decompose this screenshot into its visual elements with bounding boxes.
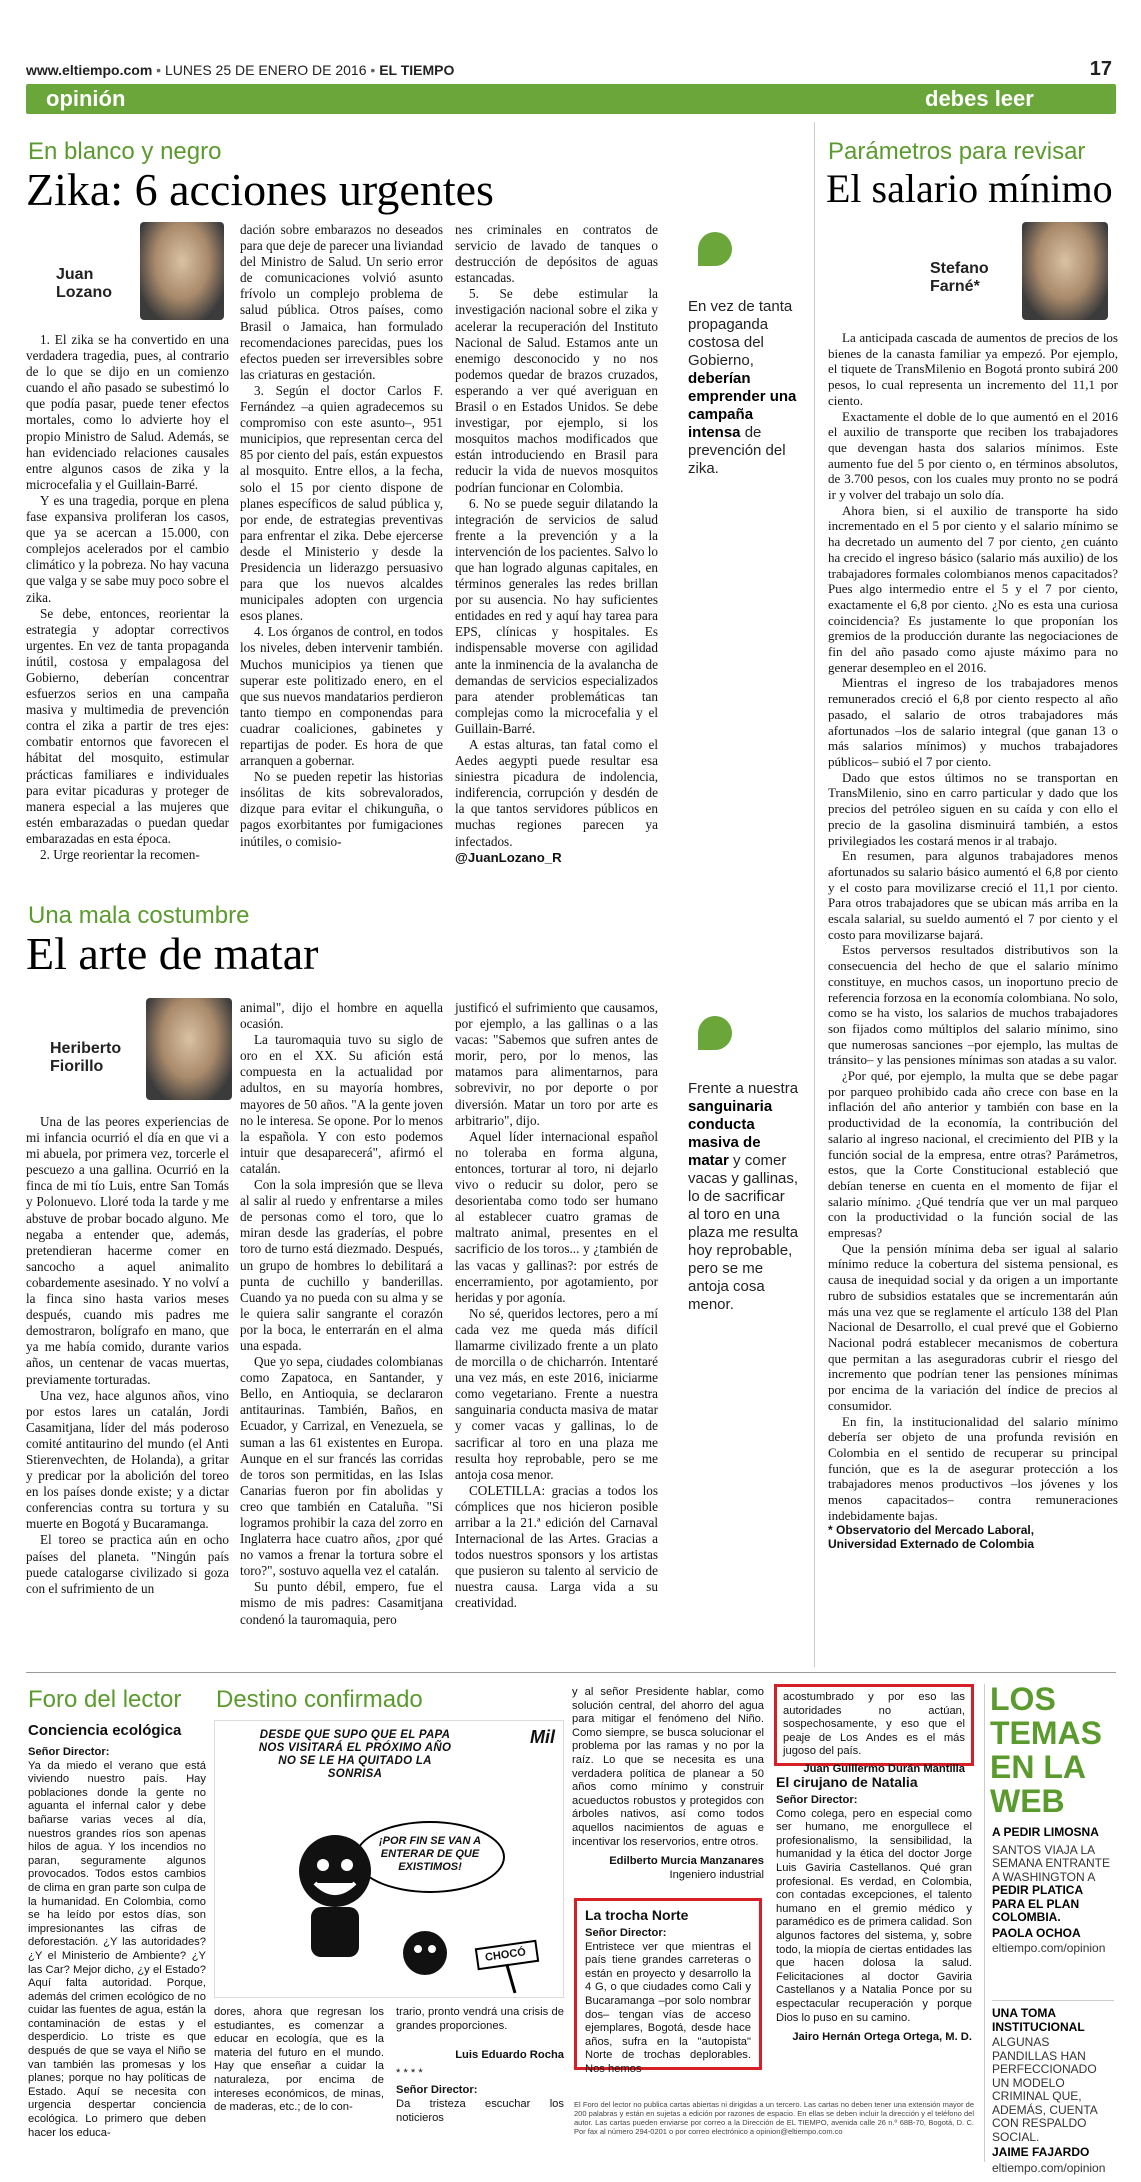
paragraph: No sé, queridos lectores, pero a mí cada vez me queda más difícil llamarme civilizado frente a un plato de morcilla o de chicharrón. Intentaré una vez más, en este 2016, iniciarme como vegetariano. Frente a nuestra sanguinaria conducta masiva de matar y comer vacas y gallinas, lo de sacrificar al toro en una plaza me resulta hoy reprobable, pero se me antoja cosa menor. [455, 1305, 658, 1482]
paragraph: A estas alturas, tan fatal como el Aedes aegypti puede resultar esa siniestra picadura de indolencia, indiferencia, corrupción y desdén de la que tantos servidores públicos en muchas regiones parecen ya infectados. [455, 737, 658, 849]
letter-body: trario, pronto vendrá una crisis de grandes proporciones. [396, 2006, 564, 2032]
article3-body [828, 330, 1118, 1551]
paragraph: animal", dijo el hombre en aquella ocasión. [240, 1000, 443, 1032]
paragraph: 4. Los órganos de control, en todos los niveles, deben intervenir también. Muchos municipios ya tienen que superar este politizado enero, en el que sus nuevos mandatarios perdieron tanto tiempo en componendas para cuadrar coaliciones, gabinetes y repartijas de poder. Es hora de que arranquen a gobernar. [240, 624, 443, 769]
letter-title: El cirujano de Natalia [776, 1774, 918, 1790]
footnote-line: Universidad Externado de Colombia [828, 1537, 1035, 1552]
paragraph: Su punto débil, empero, fue el mismo de mis padres: Casamitjana condenó la tauromaquia, pero [240, 1579, 443, 1627]
letter-signature: Luis Eduardo Rocha [455, 2049, 564, 2062]
separator-stars: * * * * [396, 2066, 423, 2079]
web-title-line: WEB [990, 1783, 1065, 1819]
article3-title[interactable]: El salario mínimo [826, 166, 1113, 211]
site-url[interactable]: www.eltiempo.com [26, 62, 153, 78]
foro-title: Conciencia ecológica [28, 1722, 182, 1739]
paragraph: justificó el sufrimiento que causamos, por ejemplo, a las gallinas o a las vacas: "Sabemos que sufren antes de morir, pero, por lo menos, las matamos para alimentarnos, para sobrevivir, no por deporte o por diversión. Matar un toro por arte es arbitrario", dijo. [455, 1000, 658, 1128]
footnote-line: * Observatorio del Mercado Laboral, [828, 1523, 1035, 1538]
quote-icon [698, 1016, 732, 1050]
letter-cirujano [776, 1774, 972, 2045]
paragraph: La anticipada cascada de aumentos de precios de los bienes de la canasta familiar ya empezó. Por ejemplo, el tiquete de TransMilenio en Bogotá pronto subirá 200 pesos, lo cual representa un incremento del 11,1 por ciento. [828, 330, 1118, 408]
web-item-body: ALGUNAS PANDILLAS HAN PERFECCIONADO UN MODELO CRIMINAL QUE, ADEMÁS, CUENTA CON RESPALDO SOCIAL. [992, 2035, 1098, 2144]
paragraph: Aquel líder internacional español no toleraba en forma alguna, entonces, torturar al toro, ni dejarlo vivo o reducir su dolor, pero se desorientaba como todo ser humano al establecer cuatro gramas de maltrato animal, presentes en el sacrificio de los toros... y ¿también de las vacas y gallinas?: por estrés de encerramiento, por agotamiento, por heridas y por agonía. [455, 1128, 658, 1305]
letter-role: Ingeniero industrial [669, 1868, 764, 1881]
letter-peaje-box [774, 1684, 974, 1775]
letter-trocha-norte [574, 1898, 762, 2075]
web-title-line: TEMAS [990, 1715, 1102, 1751]
web-item-body: SANTOS VIAJA LA SEMANA ENTRANTE A WASHINGTON A [992, 1842, 1111, 1884]
paragraph: Que yo sepa, ciudades colombianas como Zapatoca, en Santander, y Bello, en Antioquia, se declararon antitaurinas. También, Baños, en Ecuador, y Carrizal, en Venezuela, se suman a las 61 existentes en Europa. Aunque en el sur francés las corridas de toros son permitidas, en las Islas Canarias fueron por fin abolidas y creo que también en Cataluña. "Si logramos prohibir la caza del zorro en Inglaterra hace cuatro años, ¿por qué no vamos a frenar la tortura sobre el toro?", sostuvo aquella vez el catalán. [240, 1354, 443, 1579]
article1-kicker: En blanco y negro [28, 138, 222, 165]
web-divider [984, 1684, 985, 2162]
author-photo [146, 998, 232, 1100]
web-item-toma[interactable] [992, 2000, 1114, 2175]
quote-icon [698, 232, 732, 266]
article2-pullquote [688, 1016, 800, 1314]
pullquote-pre: En vez de tanta propaganda costosa del Gobierno, [688, 298, 793, 369]
paragraph: Una vez, hace algunos años, vino por estos lares un catalán, Jordi Casamitjana, líder del más poderoso comité antitaurino del mundo (el Anti Stierenvechten, de Holanda), a gritar y predicar por la abolición del toreo en los países donde existe; y a dictar conferencias contra su tortura y su muerte en Bogotá y Bucaramanga. [26, 1387, 229, 1532]
speech-bubble-text: ¡POR FIN SE VAN A ENTERAR DE QUE EXISTIMOS! [378, 1835, 482, 1873]
article3-kicker: Parámetros para revisar [828, 138, 1086, 165]
footnote [828, 1523, 1118, 1551]
paragraph: Mientras el ingreso de los trabajadores menos remunerados creció el 6,8 por ciento respecto al año pasado, el salario de otros trabajadores más afortunados –los de salario integral (que ganan 13 o más salarios mínimos) y muchos trabajadores públicos– subió el 7 por ciento. [828, 675, 1118, 769]
paragraph: La tauromaquia tuvo su siglo de oro en el XX. Su afición está compuesta en la actualidad por adultos, en su mayoría hombres, mayores de 50 años. "A la gente joven no le interesa. Se opone. Por lo menos la española. Y con esto podemos intuir que desaparecerá", afirmó el catalán. [240, 1032, 443, 1176]
letter-body: dores, ahora que regresan los estudiantes, es comenzar a educar en ecología, que es la materia del futuro en el mundo. Hay que enseñar a cuidar la naturaleza, por encima de intereses económicos, de minas, de maderas, etc.; de lo con- [214, 2006, 384, 2114]
destino-kicker: Destino confirmado [216, 1686, 423, 1713]
paragraph: Una de las peores experiencias de mi infancia ocurrió el día en que vi a mi abuela, por primera vez, torcerle el pescuezo a una gallina. Ocurrió en la finca de mi tío Luis, entre San Tomás y Polonuevo. Lloré toda la tarde y me abstuve de probar bocado alguno. Me negaba a entender que, además, pretendieran hacerme comer en sancocho a aquel animalito cobardemente asesinado. Y no volví a la finca sino hasta varios meses después, cuando mis padres me demostraron, bolígrafo en mano, que ya me había comido, durante varios años, un centenar de vacas muertas, previamente torturadas. [26, 1114, 229, 1387]
paragraph: Ahora bien, si el auxilio de transporte ha sido incrementado en el 5 por ciento y el salario mínimo se ha decretado un aumento del 7 por ciento, ¿en cuánto ha crecido el ingreso básico (salario más auxilio) de los trabajadores formales colombianos menos capacitados? Pues algo intermedio entre el 5 y el 7 por ciento, exactamente el 6,8 por ciento. ¿No es esta una curiosa coincidencia? Es justamente lo que proponían los gremios de la producción durante las negociaciones de fin del año pasado como ajuste máximo para no generar desempleo en el 2016. [828, 502, 1118, 675]
letter-body: Como colega, pero en especial como ser humano, me enorgullece el profesionalismo, la sensibilidad, la humanidad y la ética del doctor Jorge Luis Gaviria Castellanos. Qué gran profesional. Es verdad, en Colombia, con contadas excepciones, el talento humano en el gremio médico y paramédico es de primera calidad. Son algunos factores del sistema, y, sobre todo, la miopía de ciertas entidades las que hacen dolosa la salud. Felicitaciones al doctor Gaviria Castellanos y a Natalia Ponce por su espectacular recuperación y porque Dios lo puso en su camino. [776, 1807, 972, 2024]
page-number: 17 [1089, 58, 1112, 80]
web-item-author: PAOLA OCHOA [992, 1925, 1081, 1940]
section-label: opinión [46, 86, 126, 111]
letter-body: Entristece ver que mientras el país tiene grandes carreteras o están en proyecto y desarrollo la 4 G, o que ciudades como Cali y Bucaramanga –por solo nombrar dos– tengan vías de acceso ejemplares, Bogotá, desde hace años, sufra en la "autopista" Norte de trochas deplorables. Nos hemos [585, 1940, 751, 2075]
paragraph: Dado que estos últimos no se transportan en TransMilenio, sino en carro particular y dado que los precios del petróleo siguen en su caída y con ello el precio de la gasolina disminuirá también, a estos privilegiados les costará menos ir al trabajo. [828, 769, 1118, 848]
letter-title: La trocha Norte [585, 1907, 689, 1923]
destino-letter-cont [396, 2006, 564, 2125]
letter-signature: Edilberto Murcia Manzanares [609, 1855, 764, 1868]
article1-col1 [26, 332, 229, 863]
article2-author-block [40, 998, 230, 1106]
paragraph: 3. Según el doctor Carlos F. Fernández –a quien agradecemos su compromiso con este asunto–, 951 municipios, que representan cerca del 85 por ciento del país, están expuestos al mosquito. Entre ellos, a la fecha, solo el 15 por ciento dispone de planes específicos de salud pública y, por ende, de estrategias preventivas para enfrentar el zika. Debe ejercerse desde el Ministerio y desde la Presidencia un liderazgo persuasivo para que los nuevos alcaldes municipales adopten con urgencia esos planes. [240, 382, 443, 624]
foro-letter [28, 1746, 206, 2140]
paragraph: En fin, la institucionalidad del salario mínimo debería ser objeto de una profunda revisión en Colombia en el sentido de recuperar su principal función, que es la de asegurar protección a los trabajadores menos productivos –los jóvenes y los menos capacitados– contra remuneraciones indebidamente bajas. [828, 1413, 1118, 1523]
article1-author-block [40, 222, 230, 322]
web-title-line: LOS [990, 1681, 1056, 1717]
pullquote-post: de prevención del zika. [688, 424, 786, 477]
web-item-link[interactable]: eltiempo.com/opinion [992, 2160, 1106, 2175]
bottom-section-divider [26, 1672, 1116, 1673]
author-first-name: Juan [56, 266, 94, 283]
author-photo [1022, 222, 1108, 320]
article2-col3 [455, 1000, 658, 1612]
paragraph: El toreo se practica aún en ocho países del planeta. "Ningún país puede catalogarse civilizado si goza con el sufrimiento de un [26, 1532, 229, 1596]
article2-title[interactable]: El arte de matar [26, 928, 319, 979]
footer-note: El Foro del lector no publica cartas abiertas ni dirigidas a un tercero. Las cartas no deben tener una extensión mayor de 200 palabras y están en sujetas a edición por razones de espacio. En ellas se deben incluir la dirección y el teléfono del autor. Las cartas pueden enviarse por correo a la Dirección de EL TIEMPO, avenida calle 26 n.º 68B-70, Bogotá, D. C. Por fax al número 294-0201 o por correo electrónico a opinion@eltiempo.com.co [574, 2100, 974, 2136]
salutation: Señor Director: [28, 1746, 110, 1758]
section-label-right: debes leer [925, 86, 1034, 111]
column-divider [814, 122, 815, 1667]
article1-title[interactable]: Zika: 6 acciones urgentes [26, 164, 494, 215]
author-first-name: Heriberto [50, 1040, 122, 1057]
letter-body: Ya da miedo el verano que está viviendo nuestro país. Hay poblaciones donde la gente no aguanta el infernal calor y debe bañarse varias veces al día, nuestros grandes ríos son apenas hilos de agua. Y los incendios no paran, seguramente algunos provocados. Todos estos cambios de clima en gran parte son culpa de la humanidad. En Colombia, como se ha leído por estos días, son impresionantes las cifras de deforestación. ¿Y las autoridades? ¿Y el Ministerio de Ambiente? ¿Y las Car? Mejor dicho, ¿y el Estado? Aquí falta autoridad. Porque, además del crimen ecológico de no cuidar las fuentes de agua, están la contaminación de estas y el desperdicio. Lo triste es que después de que se vaya el Niño se van también las promesas y los planes; porque no hay políticas de Estado. Aquí se necesita con urgencia despertar conciencia ecológica. Lo primero que deben hacer los educa- [28, 1759, 206, 2139]
web-title [990, 1682, 1102, 1818]
foro-kicker: Foro del lector [28, 1686, 182, 1713]
web-item-head: UNA TOMA INSTITUCIONAL [992, 2006, 1085, 2034]
paper-name: EL TIEMPO [379, 62, 455, 78]
article1-col3 [455, 222, 658, 866]
paragraph: nes criminales en contratos de servicio de lavado de tanques o destrucción de depósitos de aguas estancadas. [455, 222, 658, 286]
author-twitter[interactable]: @JuanLozano_R [455, 849, 562, 865]
paragraph: En resumen, para algunos trabajadores menos afortunados su salario básico aumentó el 6,8 por ciento y el costo para movilizarse creció el 11,1 por ciento. Para otros trabajadores que se ubican más arriba en la escala salarial, su sueldo aumentó el 7 por ciento y el costo para movilizarse bajará. [828, 848, 1118, 942]
paragraph: Estos perversos resultados distributivos son la consecuencia del hecho de que el salario mínimo constituye, en muchos casos, un inoportuno precio de referencia forzosa en la economía colombiana. No solo, como se ha visto, los salarios de muchos trabajadores son fijados como múltiplos del salario mínimo, sino que numerosas sanciones –por ejemplo, las multas de tránsito– y las pensiones mínimas son atadas a su valor. [828, 942, 1118, 1068]
article2-col1 [26, 1114, 229, 1597]
author-photo [140, 222, 224, 320]
cartoon-signature: Mil [530, 1727, 555, 1747]
letter-signature: Juan Guillermo Durán Mantilla [803, 1762, 965, 1775]
cartoon-caption: DESDE QUE SUPO QUE EL PAPA NOS VISITARÁ EL PRÓXIMO AÑO NO SE LE HA QUITADO LA SONRISA [258, 1729, 452, 1780]
web-item-head: A PEDIR LIMOSNA [992, 1825, 1099, 1839]
destino-letter [214, 2006, 384, 2115]
paragraph: Se debe, entonces, reorientar la estrategia y adoptar correctivos urgentes. En vez de tanta propaganda inútil, costosa y empalagosa del Gobierno, deberían concentrar esfuerzos serios en una campaña masiva y multimedia de prevención contra el zika a partir de tres ejes: combatir entornos que favorecen el hábitat del mosquito, estimular prácticas familiares e individuales para evitar picaduras y proteger de manera especial a las mujeres que estén embarazadas o puedan quedar embarazadas en esta época. [26, 605, 229, 846]
salutation: Señor Director: [585, 1927, 667, 1939]
author-last-name: Farné* [930, 278, 980, 295]
web-item-bold: PEDIR PLATICA PARA EL PLAN COLOMBIA. [992, 1883, 1083, 1924]
author-first-name: Stefano [930, 260, 989, 277]
issue-date: LUNES 25 DE ENERO DE 2016 [164, 62, 367, 78]
pullquote-bold: deberían emprender una campaña intensa [688, 370, 797, 441]
pullquote-post: y comer vacas y gallinas, lo de sacrificar al toro en una plaza me resulta hoy reprobable, pero se me antoja cosa menor. [688, 1152, 799, 1313]
web-item-link[interactable]: eltiempo.com/opinion [992, 1941, 1106, 1955]
salutation: Señor Director: [396, 2084, 478, 2097]
article2-col2 [240, 1000, 443, 1628]
paragraph: Exactamente el doble de lo que aumentó en el 2016 el auxilio de transporte que reciben los trabajadores que devengan hasta dos salarios mínimos. Este aumento fue del 5 por ciento o, en términos absolutos, de 3.700 pesos, con los cuales muy pronto no se podrá ir y volver del trabajo un solo día. [828, 408, 1118, 503]
pullquote-bold: sanguinaria conducta masiva de matar [688, 1098, 773, 1169]
web-item-limosna[interactable] [992, 1826, 1114, 1956]
letter-signature: Jairo Hernán Ortega Ortega, M. D. [792, 2031, 972, 2044]
cartoon-sign: CHOCÓ [484, 1946, 527, 1964]
author-last-name: Lozano [56, 284, 112, 301]
paragraph: Con la sola impresión que se lleva al salir al ruedo y enfrentarse a miles de personas como el toro, que lo miran desde las graderías, el pobre toro de turno está diezmado. Después, un grupo de hombres lo debilitará a punta de cuchillo y banderillas. Cuando ya no pueda con su alma y se le quiera salir sangrante el corazón por la boca, le enterrarán en el alma una espada. [240, 1177, 443, 1353]
letter-body: acostumbrado y por eso las autoridades no actúan, sospechosamente, y eso que el peaje de Los Andes es el más jugoso del país. [783, 1691, 965, 1758]
letter-body: y al señor Presidente hablar, como solución central, del ahorro del agua para mitigar el fenómeno del Niño. Como siempre, se busca solucionar el problema por las ramas y no por la raíz. Lo que se necesita es una verdadera política de planear a 50 años como mínimo y construir acueductos robustos y protegidos con árboles nativos, así como todos aquellos nacimientos de aguas e incentivar los reservorios, entre otros. [572, 1686, 764, 1848]
article1-pullquote [688, 232, 800, 478]
paragraph: Y es una tragedia, porque en plena fase expansiva proliferan los casos, que ya se acercan a 15.000, con complejos acelerados por el cambio climático y la pobreza. No hay vacuna que valga y se sabe muy poco sobre el zika. [26, 492, 229, 605]
letter-body: Da tristeza escuchar los noticieros [396, 2097, 564, 2124]
paragraph: 2. Urge reorientar la recomen- [40, 847, 200, 862]
paragraph: COLETILLA: gracias a todos los cómplices que nos hicieron posible arribar a la 21.ª edición del Carnaval Internacional de las Artes. Gracias a todos nuestros sponsors y los artistas que pusieron su talento al servicio de nuestra causa. Larga vida a su creatividad. [455, 1482, 658, 1611]
article1-col2 [240, 222, 443, 850]
paragraph: 6. No se puede seguir dilatando la integración de servicios de salud frente a la prevención y a la intervención de los pacientes. Salvo lo que han logrado algunas capitales, en términos generales las redes brillan por su ausencia. No hay suficientes entidades en red y aquí hay tarea para EPS, clínicas y hospitales. Es indispensable moverse con agilidad ante la inminencia de la avalancha de demandas de servicios especializados para atender problemáticas tan complejas como la microcefalia y el Guillain-Barré. [455, 495, 658, 736]
pullquote-pre: Frente a nuestra [688, 1080, 799, 1097]
web-title-line: EN LA [990, 1749, 1086, 1785]
page-header: www.eltiempo.com • LUNES 25 DE ENERO DE 2016 • EL TIEMPO 17 [26, 58, 1112, 80]
cartoon [214, 1720, 564, 1998]
paragraph: dación sobre embarazos no deseados para que deje de parecer una liviandad del Ministro de Salud. Un serio error de comunicaciones volvió asunto frívolo un complejo problema de salud pública. Otros países, como Brasil o Jamaica, han formulado recomendaciones parecidas, pues los efectos pueden ser irreversibles sobre las criaturas en gestación. [240, 222, 443, 382]
author-last-name: Fiorillo [50, 1058, 104, 1075]
paragraph: ¿Por qué, por ejemplo, la multa que se debe pagar por parqueo prohibido cada año crece con base en la inflación del año anterior y también con base en la productividad de la economía, la contribución del salario al ingreso nacional, el crecimiento del PIB y la función social de la empresa, entre otras? Parámetros, estos, que la Corte Constitucional estableció que debían tenerse en cuenta en el momento de fijar el salario mínimo. ¿Qué tendría que ver un mal parqueo con la productividad o la función social de las empresas? [828, 1068, 1118, 1241]
article3-author-block [930, 222, 1114, 322]
paragraph: 1. El zika se ha convertido en una verdadera tragedia, pues, al contrario de lo que se dijo en un comienzo cuando el año pasado se subestimó lo que podía pasar, puede tener efectos mortales, como lo advierte hoy el propio Ministro de Salud. Además, se han evidenciado relaciones causales entre algunos casos de zika y la microcefalia y el Guillain-Barré. [26, 332, 229, 492]
paragraph: 5. Se debe estimular la investigación nacional sobre el zika y acelerar la recuperación del Instituto Nacional de Salud. Estamos ante un enemigo desconocido y no nos podemos quedar de brazos cruzados, esperando a ver qué averiguan en Brasil o en Estados Unidos. Se debe investigar, por ejemplo, si los mosquitos machos modificados que están introduciendo en Brasil para reducir la vida de nuevos mosquitos podrían funcionar en Colombia. [455, 286, 658, 495]
paragraph: No se pueden repetir las historias insólitas de kits sobrevalorados, dizque para evitar el chikunguña, o pagos exorbitantes por fumigaciones inútiles, o comisio- [240, 769, 443, 849]
salutation: Señor Director: [776, 1794, 858, 1806]
web-item-author: JAIME FAJARDO [992, 2145, 1090, 2159]
article2-kicker: Una mala costumbre [28, 902, 250, 929]
letter-ahorro-agua [572, 1686, 764, 1882]
paragraph: Que la pensión mínima deba ser igual al salario mínimo reduce la cobertura del sistema pensional, es causa de inequidad social y da origen a un importante rubro de subsidios estatales que se incrementarán aún más una vez que se reglamente el artículo 138 del Plan Nacional de Desarrollo, el cual prevé que el Gobierno Nacional podrá establecer mecanismos de cobertura que permitan a las aseguradoras cubrir el riesgo del incremento que podrían tener las pensiones mínimas por encima de la variación del índice de precios al consumidor. [828, 1240, 1118, 1413]
